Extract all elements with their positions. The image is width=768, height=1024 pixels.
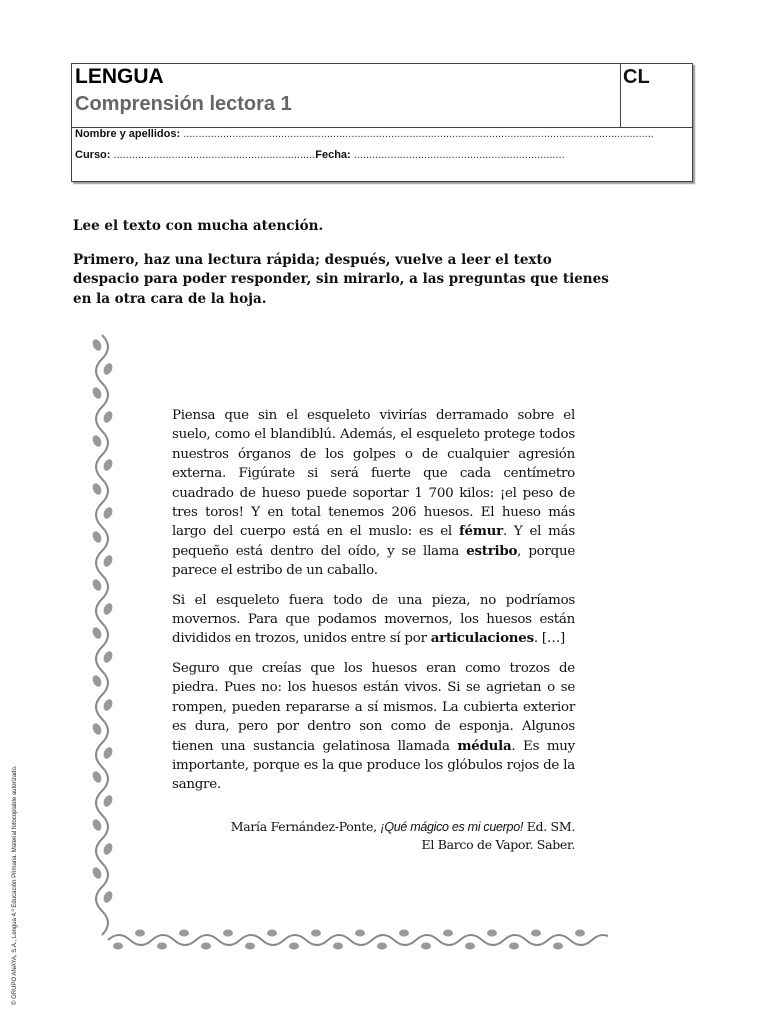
date-field[interactable]: ..................................................................... xyxy=(353,149,565,161)
header-title-cell xyxy=(72,64,621,127)
worksheet-code: CL xyxy=(623,66,650,88)
course-date-row xyxy=(75,149,565,161)
keyword-medula: médula xyxy=(457,737,512,754)
instructions xyxy=(73,217,613,323)
name-field[interactable]: .......................................................................................................................................................... xyxy=(183,128,654,140)
instruction-line-1: Lee el texto con mucha atención. xyxy=(73,218,324,234)
worksheet-header xyxy=(71,63,693,182)
header-top-row xyxy=(72,64,692,128)
paragraph-1: Piensa que sin el esqueleto vivirías derramado sobre el suelo, como el blandiblú. Además, el esqueleto protege todos nuestros órganos de los golpes o de cualquier agresión externa. Figúrate si será fuerte que cada centímetro cuadrado de hueso puede soportar 1 700 kilos: ¡el peso de tres toros! Y en total tenemos 206 huesos. El hueso más largo del cuerpo está en el muslo: es el fémur. Y el más pequeño está dentro del oído, y se llama estribo, porque parece el estribo de un caballo. xyxy=(172,408,575,579)
subject-title: LENGUA xyxy=(75,65,164,88)
date-label: Fecha: xyxy=(315,149,351,161)
paragraph-2: Si el esqueleto fuera todo de una pieza, no podríamos movernos. Para que podamos movernos, los huesos están divididos en trozos, unidos entre sí por articulaciones. […] xyxy=(172,592,575,647)
source-citation xyxy=(172,818,575,853)
keyword-articulaciones: articulaciones xyxy=(430,630,534,647)
reading-passage xyxy=(172,406,575,805)
instruction-line-2: Primero, haz una lectura rápida; después, vuelve a leer el texto despacio para poder responder, sin mirarlo, a las preguntas que tienes en la otra cara de la hoja. xyxy=(73,251,609,307)
copyright-notice: © GRUPO ANAYA, S.A., Lengua 4.º Educación Primaria. Material fotocopiable autorizado. xyxy=(12,765,18,1005)
keyword-femur: fémur xyxy=(458,523,503,540)
keyword-estribo: estribo xyxy=(466,542,518,559)
course-field[interactable]: .................................................................. xyxy=(113,149,316,161)
paragraph-3: Seguro que creías que los huesos eran como trozos de piedra. Pues no: los huesos están vivos. Si se agrietan o se rompen, pueden repararse a sí mismos. La cubierta exterior es dura, pero por dentro son como de esponja. Algunos tienen una sustancia gelatinosa llamada médula. Es muy importante, porque es la que produce los glóbulos rojos de la sangre. xyxy=(172,660,575,793)
name-row xyxy=(75,128,654,140)
course-label: Curso: xyxy=(75,149,111,161)
citation-line-1: María Fernández-Ponte, ¡Qué mágico es mi cuerpo! Ed. SM. xyxy=(230,819,575,834)
worksheet-subtitle: Comprensión lectora 1 xyxy=(75,93,292,115)
book-title: ¡Qué mágico es mi cuerpo! xyxy=(380,820,524,834)
name-label: Nombre y apellidos: xyxy=(75,128,181,140)
citation-line-2: El Barco de Vapor. Saber. xyxy=(421,837,575,852)
